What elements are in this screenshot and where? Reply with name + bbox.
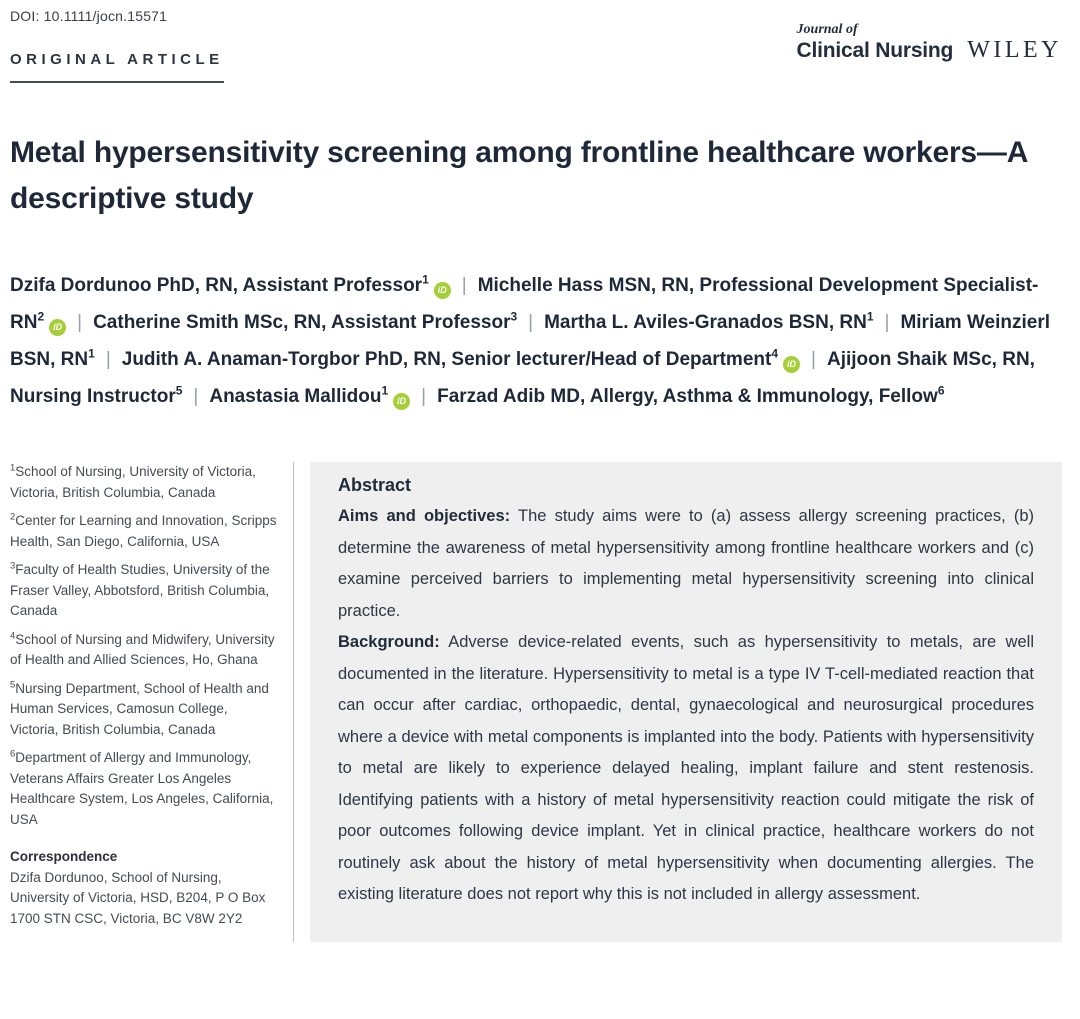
- affiliation-sup: 6: [10, 748, 16, 760]
- abstract-section-text: The study aims were to (a) assess allergy screening practices, (b) determine the awareness of metal hypersensitivity among frontline healthcare workers and (c) examine perceived barriers to implementing metal hypersensitivity screening into clinical practice.: [338, 507, 1034, 620]
- affiliation-item: [10, 511, 279, 552]
- affiliation-text: Department of Allergy and Immunology, Veterans Affairs Greater Los Angeles Healthcare System, Los Angeles, California, USA: [10, 750, 274, 827]
- wiley-logo: WILEY: [967, 37, 1062, 63]
- journal-title: Clinical Nursing: [796, 39, 954, 62]
- abstract-heading: Abstract: [338, 475, 412, 495]
- affiliation-text: Faculty of Health Studies, University of the Fraser Valley, Abbotsford, British Columbia, Canada: [10, 562, 270, 618]
- affiliation-sup: 3: [10, 560, 16, 572]
- author: [209, 383, 410, 407]
- abstract-section-text: Adverse device-related events, such as hypersensitivity to metals, are well documented in the literature. Hypersensitivity to metal is a type IV T-cell-mediated reaction that can occur after cardiac, orthopaedic, dental, gynaecological and neurosurgical procedures where a device with metal components is implanted into the body. Patients with hypersensitivity to metal are likely to experience delayed healing, implant failure and stent restenosis. Identifying patients with a history of metal hypersensitivity reaction could mitigate the risk of poor outcomes following device implant. Yet in clinical practice, healthcare workers do not routinely ask about the history of metal hypersensitivity when documenting allergies. The existing literature does not report why this is not included in allergy assessment.: [338, 633, 1034, 903]
- article-type-label: ORIGINAL ARTICLE: [10, 51, 224, 83]
- affiliation-text: Nursing Department, School of Health and Human Services, Camosun College, Victoria, British Columbia, Canada: [10, 680, 269, 737]
- author-separator: |: [105, 349, 111, 370]
- affiliation-item: [10, 560, 279, 622]
- affiliation-text: School of Nursing, University of Victoria, Victoria, British Columbia, Canada: [10, 464, 256, 500]
- author-affiliation-sup: 1: [381, 383, 389, 398]
- author-affiliation-sup: 1: [866, 309, 874, 324]
- affiliation-text: Center for Learning and Innovation, Scripps Health, San Diego, California, USA: [10, 513, 277, 549]
- author-affiliation-sup: 3: [510, 309, 518, 324]
- page-title: Metal hypersensitivity screening among frontline healthcare workers—A descriptive study: [10, 136, 1028, 215]
- author-name: Dzifa Dordunoo PhD, RN, Assistant Professor: [10, 275, 423, 296]
- author: [93, 309, 518, 333]
- author-separator: |: [421, 386, 427, 407]
- affiliation-item: [10, 679, 279, 741]
- affiliation-text: School of Nursing and Midwifery, University of Health and Allied Sciences, Ho, Ghana: [10, 631, 275, 667]
- author-affiliation-sup: 1: [422, 272, 429, 287]
- journal-logo: [797, 8, 1062, 63]
- content-columns: [10, 462, 1062, 942]
- correspondence-heading: Correspondence: [10, 849, 118, 864]
- page-header: [10, 8, 1062, 83]
- author-affiliation-sup: 2: [37, 309, 45, 324]
- affiliation-sup: 1: [10, 462, 16, 474]
- doi-text: DOI: 10.1111/jocn.15571: [10, 8, 168, 24]
- author-name: Judith A. Anaman-Torgbor PhD, RN, Senior lecturer/Head of Department: [121, 349, 772, 370]
- author-list: [10, 267, 1062, 415]
- orcid-icon[interactable]: iD: [434, 282, 451, 299]
- author-separator: |: [528, 312, 534, 333]
- journal-series-label: Journal of: [796, 22, 858, 37]
- abstract-panel: [310, 462, 1062, 942]
- author-separator: |: [193, 386, 199, 407]
- abstract-section-label: Background:: [338, 633, 440, 651]
- author-name: Miriam Weinzierl BSN, RN: [10, 312, 1051, 370]
- author-name: Catherine Smith MSc, RN, Assistant Professor: [93, 312, 511, 333]
- author-separator: |: [884, 312, 890, 333]
- affiliation-sup: 5: [10, 679, 16, 690]
- author-affiliation-sup: 1: [88, 346, 95, 361]
- abstract-section: [338, 501, 1034, 627]
- author-affiliation-sup: 4: [771, 346, 779, 361]
- author: [544, 309, 874, 333]
- journal-name-block: [797, 22, 954, 63]
- header-left: [10, 8, 224, 83]
- affiliation-item: [10, 630, 279, 671]
- author-separator: |: [461, 275, 467, 296]
- author-affiliation-sup: 6: [937, 383, 945, 398]
- author-name: Anastasia Mallidou: [209, 386, 382, 407]
- author-name: Michelle Hass MSN, RN, Professional Development Specialist-RN: [10, 275, 1039, 333]
- author-name: Ajijoon Shaik MSc, RN, Nursing Instructor: [10, 349, 1035, 407]
- author: [121, 346, 800, 370]
- column-divider: [293, 462, 294, 942]
- affiliation-sup: 4: [10, 630, 16, 641]
- author-separator: |: [811, 349, 816, 370]
- orcid-icon[interactable]: iD: [49, 319, 66, 336]
- author-separator: |: [77, 312, 83, 333]
- correspondence-text: Dzifa Dordunoo, School of Nursing, University of Victoria, HSD, B204, P O Box 1700 STN CSC, Victoria, BC V8W 2Y2: [10, 869, 266, 926]
- abstract-section: [338, 627, 1034, 911]
- orcid-icon[interactable]: iD: [783, 356, 800, 373]
- author-name: Martha L. Aviles-Granados BSN, RN: [544, 312, 867, 333]
- affiliations-sidebar: [10, 462, 293, 942]
- author-affiliation-sup: 5: [175, 383, 183, 398]
- orcid-icon[interactable]: iD: [393, 393, 410, 410]
- abstract-section-label: Aims and objectives:: [338, 507, 511, 525]
- affiliation-item: [10, 462, 279, 503]
- author-name: Farzad Adib MD, Allergy, Asthma & Immunology, Fellow: [437, 386, 938, 407]
- author: [10, 272, 451, 296]
- affiliation-item: [10, 748, 279, 830]
- author: [437, 383, 945, 407]
- affiliation-sup: 2: [10, 511, 16, 523]
